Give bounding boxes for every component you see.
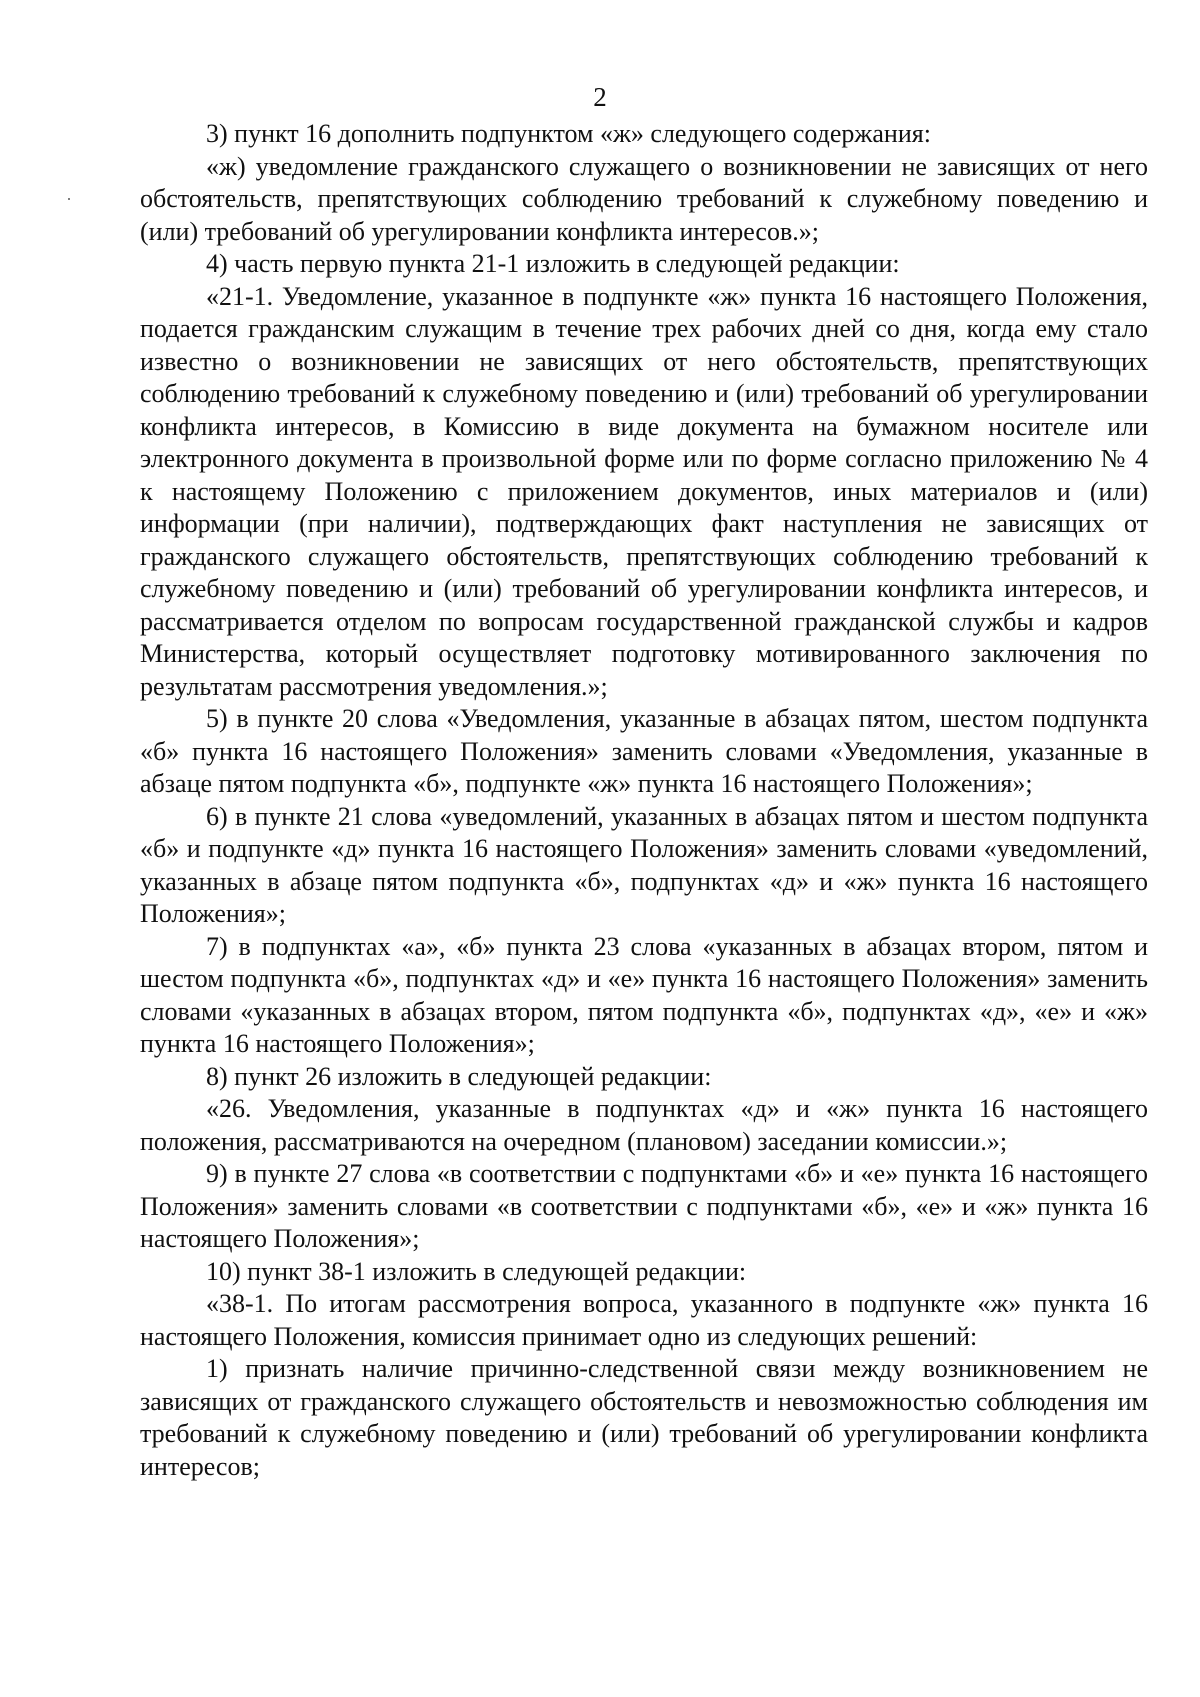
paragraph-item-4: 4) часть первую пункта 21-1 изложить в следующей редакции: — [206, 249, 900, 278]
paragraph-item-3: 3) пункт 16 дополнить подпунктом «ж» следующего содержания: — [206, 119, 931, 148]
paragraph-item-8: 8) пункт 26 изложить в следующей редакции: — [206, 1061, 712, 1091]
scan-speck — [68, 198, 70, 200]
paragraph-item-10: 10) пункт 38-1 изложить в следующей редакции: — [206, 1256, 747, 1286]
document-body — [140, 118, 1148, 1483]
paragraph-item-6: 6) в пункте 21 слова «уведомлений, указанных в абзацах пятом и шестом подпункта «б» и подпункте «д» пункта 16 настоящего Положения» заменить словами «уведомлений, указанных в абзаце пятом подпункта «б», подпунктах «д» и «ж» пункта 16 настоящего Положения»; — [140, 801, 1148, 928]
paragraph-decision-1: 1) признать наличие причинно-следственной связи между возникновением не зависящих от гражданского служащего обстоятельств и невозможностью соблюдения им требований к служебному поведению и (или) требований об урегулировании конфликта интересов; — [140, 1354, 1148, 1481]
paragraph-clause-21-1: «21-1. Уведомление, указанное в подпункте «ж» пункта 16 настоящего Положения, подается гражданским служащим в течение трех рабочих дней со дня, когда ему стало известно о возникновении не зависящих от него обстоятельств, препятствующих соблюдению требований к служебному поведению и (или) требований об урегулировании конфликта интересов, в Комиссию в виде документа на бумажном носителе или электронного документа в произвольной форме или по форме согласно приложению № 4 к настоящему Положению с приложением документов, иных материалов и (или) информации (при наличии), подтверждающих факт наступления не зависящих от гражданского служащего обстоятельств, препятствующих соблюдению требований к служебному поведению и (или) требований об урегулировании конфликта интересов, и рассматривается отделом по вопросам государственной гражданской службы и кадров Министерства, который осуществляет подготовку мотивированного заключения по результатам рассмотрения уведомления.»; — [140, 281, 1148, 701]
paragraph-clause-38-1: «38-1. По итогам рассмотрения вопроса, указанного в подпункте «ж» пункта 16 настоящего Положения, комиссия принимает одно из следующих решений: — [140, 1289, 1148, 1351]
page-number: 2 — [593, 82, 607, 112]
paragraph-item-7: 7) в подпунктах «а», «б» пункта 23 слова «указанных в абзацах втором, пятом и шестом подпункта «б», подпунктах «д» и «е» пункта 16 настоящего Положения» заменить словами «указанных в абзацах втором, пятом подпункта «б», подпунктах «д», «е» и «ж» пункта 16 настоящего Положения»; — [140, 931, 1148, 1058]
paragraph-item-5: 5) в пункте 20 слова «Уведомления, указанные в абзацах пятом, шестом подпункта «б» пункта 16 настоящего Положения» заменить словами «Уведомления, указанные в абзаце пятом подпункта «б», подпункте «ж» пункта 16 настоящего Положения»; — [140, 704, 1148, 798]
paragraph-subitem-zh: «ж) уведомление гражданского служащего о возникновении не зависящих от него обстоятельств, препятствующих соблюдению требований к служебному поведению и (или) требований об урегулировании конфликта интересов.»; — [140, 151, 1148, 246]
paragraph-item-9: 9) в пункте 27 слова «в соответствии с подпунктами «б» и «е» пункта 16 настоящего Положения» заменить словами «в соответствии с подпунктами «б», «е» и «ж» пункта 16 настоящего Положения»; — [140, 1159, 1148, 1253]
paragraph-clause-26: «26. Уведомления, указанные в подпунктах «д» и «ж» пункта 16 настоящего положения, рассматриваются на очередном (плановом) заседании комиссии.»; — [140, 1094, 1148, 1156]
